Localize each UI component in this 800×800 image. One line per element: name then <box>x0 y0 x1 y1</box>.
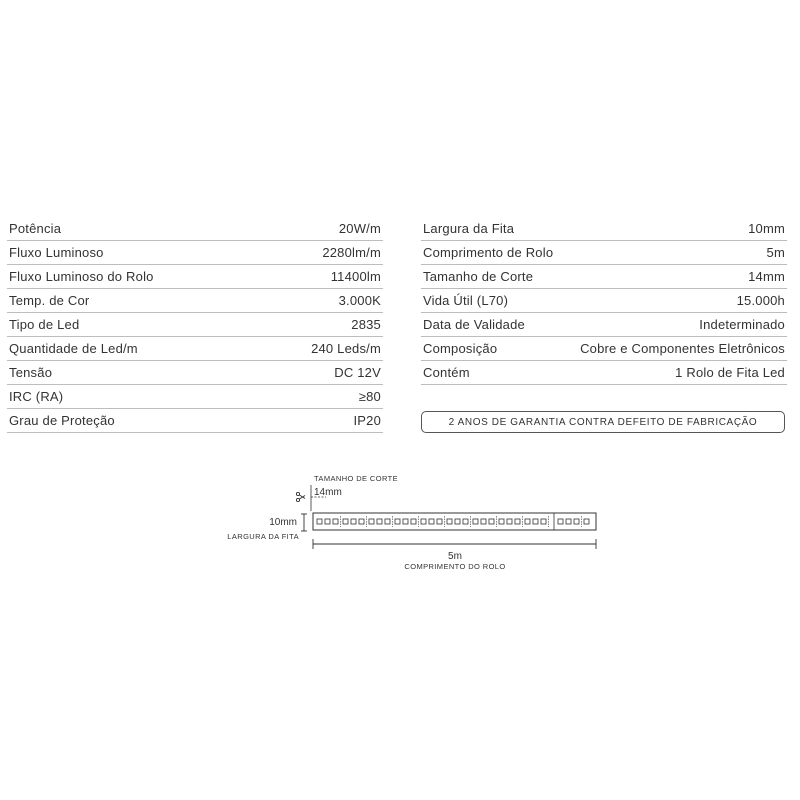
length-dimension <box>313 539 596 549</box>
led-chip <box>343 519 348 524</box>
spec-value: 2835 <box>351 317 381 332</box>
spec-label: Fluxo Luminoso <box>9 245 104 260</box>
scissors-icon <box>296 492 305 501</box>
spec-label: Largura da Fita <box>423 221 515 236</box>
spec-value: IP20 <box>353 413 381 428</box>
led-chip <box>507 519 512 524</box>
led-chip <box>473 519 478 524</box>
cut-size-label: TAMANHO DE CORTE <box>314 474 399 483</box>
led-chip <box>411 519 416 524</box>
led-chip <box>333 519 338 524</box>
spec-value: ≥80 <box>358 389 381 404</box>
led-chip <box>481 519 486 524</box>
led-strip <box>313 513 596 530</box>
led-chip <box>515 519 520 524</box>
led-chip <box>584 519 589 524</box>
spec-value: Cobre e Componentes Eletrônicos <box>580 341 785 356</box>
spec-value: 10mm <box>748 221 785 236</box>
width-label: LARGURA DA FITA <box>227 532 299 541</box>
spec-label: Quantidade de Led/m <box>9 341 138 356</box>
spec-label: Contém <box>423 365 470 380</box>
led-chip <box>385 519 390 524</box>
led-chip <box>437 519 442 524</box>
spec-label: Data de Validade <box>423 317 525 332</box>
led-chip <box>463 519 468 524</box>
led-chip <box>429 519 434 524</box>
led-chips <box>317 516 589 527</box>
spec-label: Tensão <box>9 365 53 380</box>
spec-value: 5m <box>766 245 785 260</box>
spec-label: Temp. de Cor <box>9 293 90 308</box>
length-label: COMPRIMENTO DO ROLO <box>404 562 506 571</box>
spec-value: 20W/m <box>338 221 381 236</box>
warranty-text: 2 ANOS DE GARANTIA CONTRA DEFEITO DE FABRICAÇÃO <box>448 416 758 428</box>
width-value: 10mm <box>269 517 297 528</box>
spec-value: DC 12V <box>334 365 381 380</box>
led-chip <box>325 519 330 524</box>
spec-value: 14mm <box>748 269 785 284</box>
led-chip <box>403 519 408 524</box>
spec-label: Vida Útil (L70) <box>423 293 509 308</box>
led-chip <box>455 519 460 524</box>
spec-label: Tipo de Led <box>9 317 80 332</box>
led-chip <box>489 519 494 524</box>
spec-value: 1 Rolo de Fita Led <box>675 365 785 380</box>
spec-value: 15.000h <box>736 293 785 308</box>
led-chip <box>558 519 563 524</box>
width-dimension <box>301 514 307 531</box>
cut-size-value: 14mm <box>314 487 342 498</box>
led-chip <box>499 519 504 524</box>
led-chip <box>359 519 364 524</box>
spec-value: Indeterminado <box>699 317 785 332</box>
spec-label: Potência <box>9 221 62 236</box>
led-chip <box>369 519 374 524</box>
led-chip <box>574 519 579 524</box>
spec-label: Grau de Proteção <box>9 413 115 428</box>
led-chip <box>377 519 382 524</box>
length-value: 5m <box>448 551 462 562</box>
spec-value: 2280lm/m <box>322 245 381 260</box>
led-chip <box>395 519 400 524</box>
led-chip <box>566 519 571 524</box>
spec-label: Tamanho de Corte <box>423 269 534 284</box>
led-chip <box>317 519 322 524</box>
led-chip <box>533 519 538 524</box>
spec-label: Comprimento de Rolo <box>423 245 554 260</box>
spec-label: Fluxo Luminoso do Rolo <box>9 269 154 284</box>
led-chip <box>351 519 356 524</box>
spec-value: 240 Leds/m <box>311 341 381 356</box>
led-chip <box>541 519 546 524</box>
led-chip <box>525 519 530 524</box>
led-chip <box>447 519 452 524</box>
spec-label: Composição <box>423 341 498 356</box>
spec-value: 3.000K <box>338 293 381 308</box>
led-chip <box>421 519 426 524</box>
spec-label: IRC (RA) <box>9 389 64 404</box>
spec-value: 11400lm <box>330 269 381 284</box>
